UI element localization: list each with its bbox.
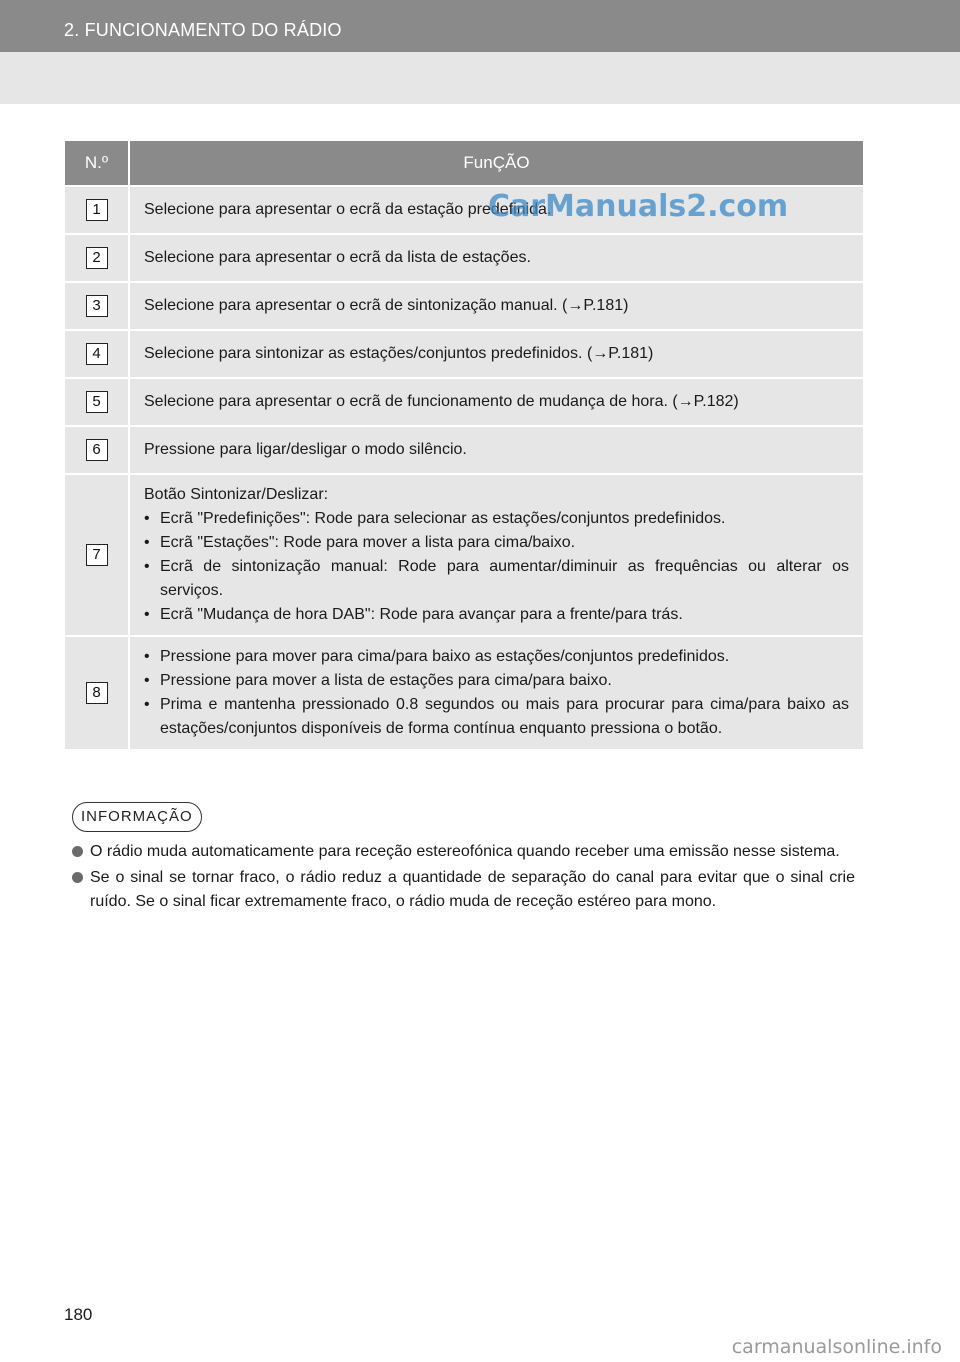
function-table [65, 141, 863, 749]
number-badge: 6 [86, 439, 108, 461]
description-intro: Botão Sintonizar/Deslizar: [144, 486, 329, 503]
table-row [65, 636, 863, 749]
table-row [65, 282, 863, 330]
number-badge: 3 [86, 295, 108, 317]
info-list [70, 840, 855, 916]
function-description: Selecione para sintonizar as estações/conjuntos predefinidos. (→P.181) [129, 330, 863, 378]
function-description [129, 474, 863, 636]
number-badge: 4 [86, 343, 108, 365]
function-description: Selecione para apresentar o ecrã de funcionamento de mudança de hora. (→P.182) [129, 378, 863, 426]
table-row [65, 330, 863, 378]
page-number: 180 [64, 1305, 93, 1324]
header-subbar [0, 52, 960, 104]
table-row [65, 234, 863, 282]
function-description: Pressione para ligar/desligar o modo silêncio. [129, 426, 863, 474]
bullet-item: • Pressione para mover para cima/para baixo as estações/conjuntos predefinidos. [144, 645, 849, 669]
number-badge: 2 [86, 247, 108, 269]
bullet-item: • Ecrã "Estações": Rode para mover a lista para cima/baixo. [144, 531, 849, 555]
bullet-item: • Pressione para mover a lista de estações para cima/para baixo. [144, 669, 849, 693]
bullet-item: • Ecrã "Mudança de hora DAB": Rode para avançar para a frente/para trás. [144, 603, 849, 627]
number-badge: 8 [86, 682, 108, 704]
watermark-overlay: CarManuals2.com [488, 189, 789, 224]
function-description: Selecione para apresentar o ecrã de sintonização manual. (→P.181) [129, 282, 863, 330]
function-description [129, 636, 863, 749]
section-title: 2. FUNCIONAMENTO DO RÁDIO [64, 20, 342, 40]
bullet-item: • Ecrã "Predefinições": Rode para selecionar as estações/conjuntos predefinidos. [144, 507, 849, 531]
table-header-row [65, 141, 863, 186]
function-description: Selecione para apresentar o ecrã da lista de estações. [129, 234, 863, 282]
bullet-item: • Prima e mantenha pressionado 0.8 segundos ou mais para procurar para cima/para baixo as estações/conjuntos disponíveis de forma contínua enquanto pressiona o botão. [144, 693, 849, 741]
table-row [65, 426, 863, 474]
bullet-list [144, 507, 849, 627]
header-bar [0, 0, 960, 52]
info-label: INFORMAÇÃO [72, 802, 202, 832]
footer-watermark: carmanualsonline.info [731, 1336, 942, 1358]
info-item: Se o sinal se tornar fraco, o rádio reduz a quantidade de separação do canal para evitar que o sinal crie ruído. Se o sinal ficar extremamente fraco, o rádio muda de receção estéreo para mono. [70, 866, 855, 914]
bullet-list [144, 645, 849, 741]
info-item: O rádio muda automaticamente para receção estereofónica quando receber uma emissão nesse sistema. [70, 840, 855, 864]
number-badge: 1 [86, 199, 108, 221]
column-header-function: FunÇÃO [129, 141, 863, 186]
table-row [65, 378, 863, 426]
number-badge: 5 [86, 391, 108, 413]
number-badge: 7 [86, 544, 108, 566]
function-description: Selecione para apresentar o ecrã da estação predefinida. [129, 186, 863, 234]
bullet-item: • Ecrã de sintonização manual: Rode para aumentar/diminuir as frequências ou alterar os serviços. [144, 555, 849, 603]
table-row [65, 474, 863, 636]
column-header-number: N.º [65, 141, 129, 186]
